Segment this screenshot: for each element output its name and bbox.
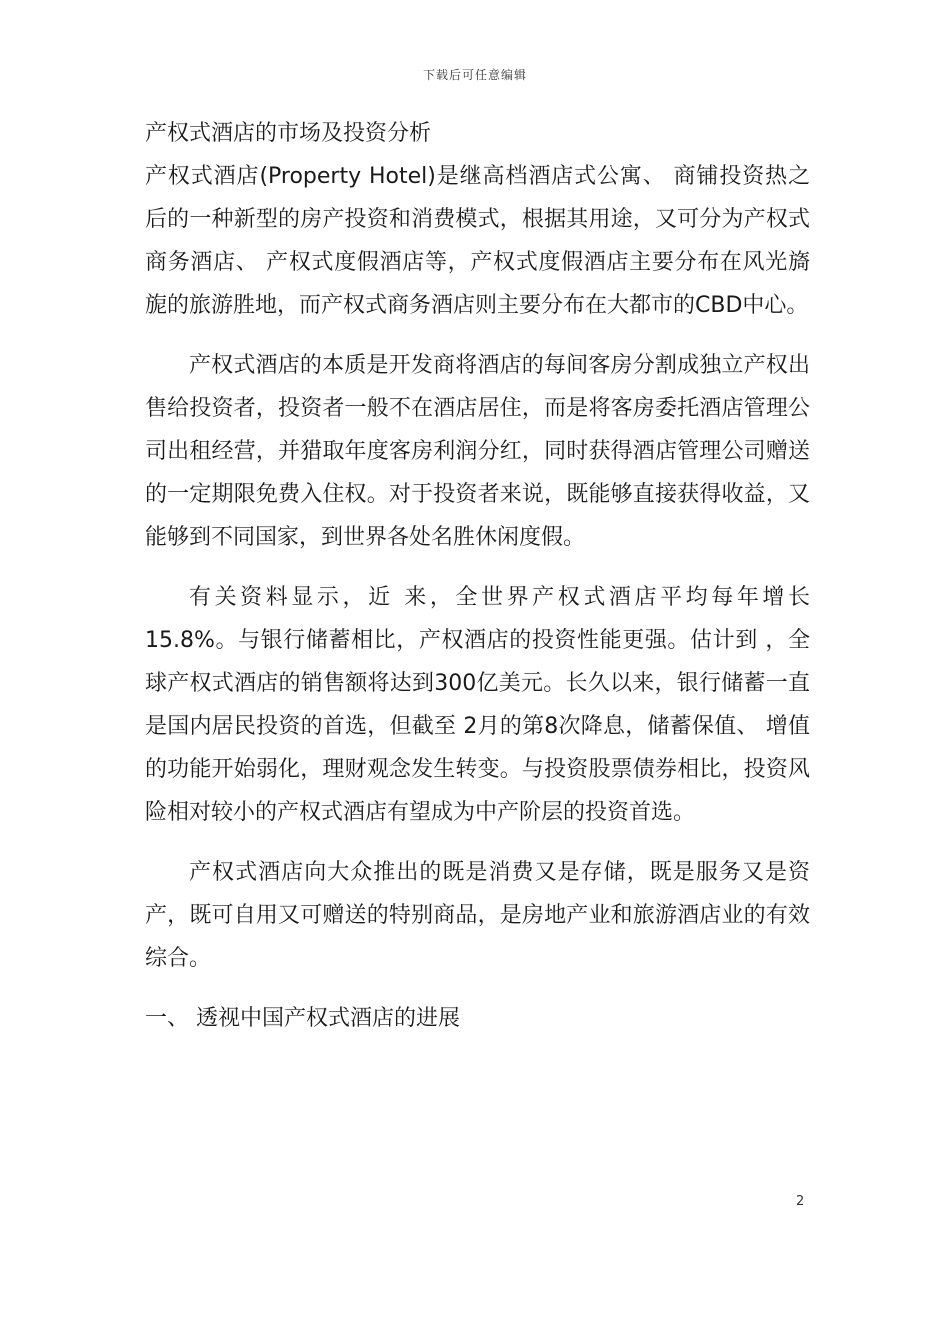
paragraph-intro: 产权式酒店(Property Hotel)是继高档酒店式公寓、 商铺投资热之后的一种新型的房产投资和消费模式，根据其用途，又可分为产权式商务酒店、 产权式度假酒店等，产权式度假酒店主要分布在风光旖旎的旅游胜地，而产权式商务酒店则主要分布在大都市的CBD中心。 — [145, 164, 810, 318]
header-note: 下载后可任意编辑 — [422, 68, 527, 82]
document-title: 产权式酒店的市场及投资分析 — [145, 121, 432, 146]
document-body — [145, 112, 810, 1040]
paragraph-summary: 产权式酒店向大众推出的既是消费又是存储，既是服务又是资产，既可自用又可赠送的特别商品，是房地产业和旅游酒店业的有效综合。 — [145, 860, 810, 971]
paragraph-essence: 产权式酒店的本质是开发商将酒店的每间客房分割成独立产权出售给投资者，投资者一般不在酒店居住，而是将客房委托酒店管理公司出租经营，并猎取年度客房利润分红，同时获得酒店管理公司赠送的一定期限免费入住权。对于投资者来说，既能够直接获得收益，又能够到不同国家，到世界各处名胜休闲度假。 — [145, 353, 810, 550]
section-heading: 一、 透视中国产权式酒店的进展 — [145, 1006, 460, 1031]
page-number: 2 — [796, 1194, 805, 1209]
paragraph-statistics: 有关资料显示，近 来，全世界产权式酒店平均每年增长15.8%。与银行储蓄相比，产权酒店的投资性能更强。估计到 ，全球产权式酒店的销售额将达到300亿美元。长久以来，银行储蓄一直是国内居民投资的首选，但截至 2月的第8次降息，储蓄保值、 增值的功能开始弱化，理财观念发生转变。与投资股票债券相比，投资风险相对较小的产权式酒店有望成为中产阶层的投资首选。 — [145, 585, 810, 825]
